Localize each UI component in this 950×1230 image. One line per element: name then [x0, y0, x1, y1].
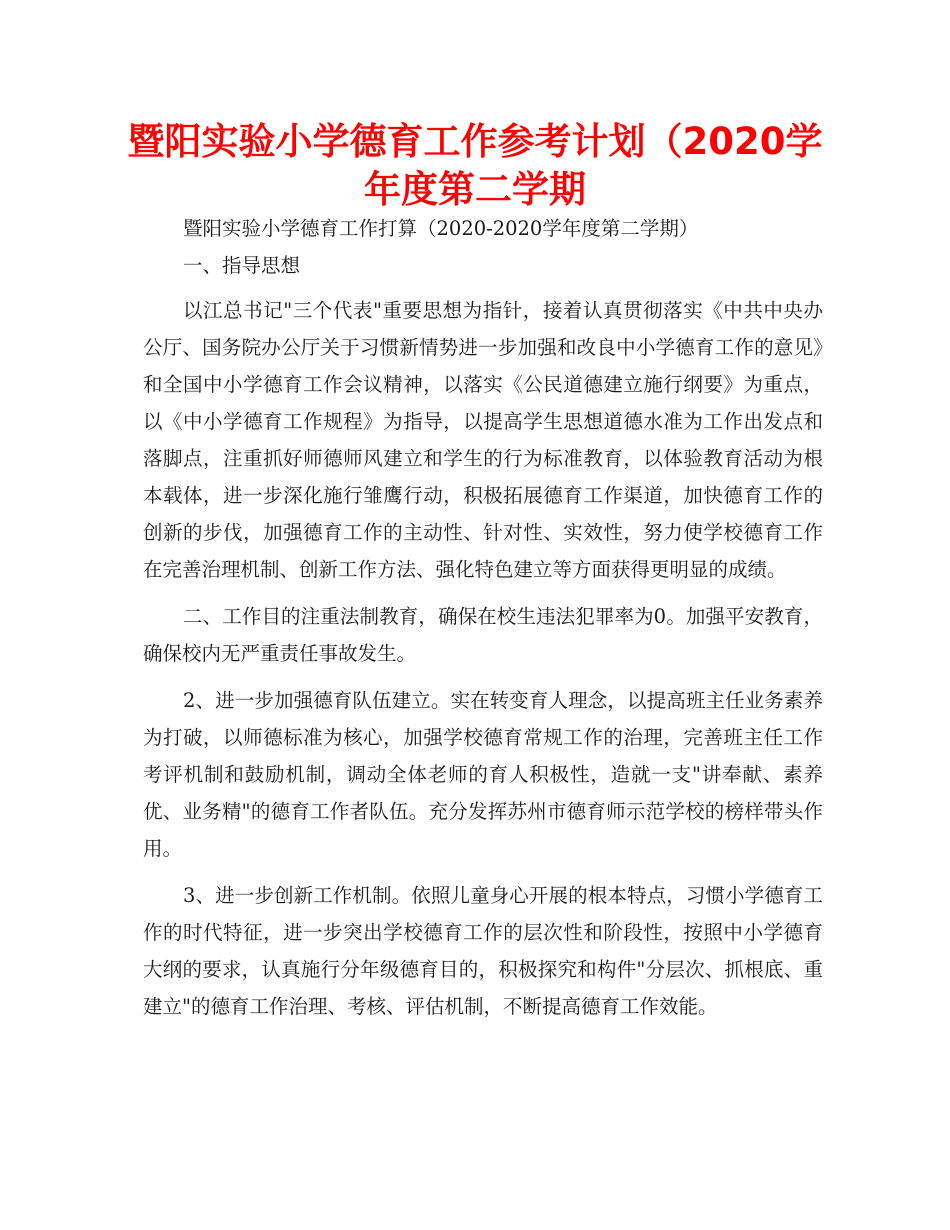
document-title: 暨阳实验小学德育工作参考计划（2020学年度第二学期 [127, 120, 823, 211]
section-heading-guiding-ideology: 一、指导思想 [183, 254, 301, 277]
document-body [143, 210, 823, 1035]
paragraph-work-mechanism: 3、进一步创新工作机制。依照儿童身心开展的根本特点，习惯小学德育工作的时代特征，进一步突出学校德育工作的层次性和阶段性，按照中小学德育大纲的要求，认真施行分年级德育目的，积极探究和构件"分层次、抓根底、重建立"的德育工作治理、考核、评估机制，不断提高德育工作效能。 [143, 884, 823, 1018]
paragraph-moral-team: 2、进一步加强德育队伍建立。实在转变育人理念，以提高班主任业务素养为打破，以师德标准为核心，加强学校德育常规工作的治理，完善班主任工作考评机制和鼓励机制，调动全体老师的育人积极性，造就一支"讲奉献、素养优、业务精"的德育工作者队伍。充分发挥苏州市德育师示范学校的榜样带头作用。 [143, 689, 823, 860]
document-subtitle: 暨阳实验小学德育工作打算（2020-2020学年度第二学期） [183, 217, 699, 240]
paragraph-guiding-ideology: 以江总书记"三个代表"重要思想为指针，接着认真贯彻落实《中共中央办公厅、国务院办公厅关于习惯新情势进一步加强和改良中小学德育工作的意见》和全国中小学德育工作会议精神，以落实《公民道德建立施行纲要》为重点，以《中小学德育工作规程》为指导，以提高学生思想道德水准为工作出发点和落脚点，注重抓好师德师风建立和学生的行为标准教育，以体验教育活动为根本载体，进一步深化施行雏鹰行动，积极拓展德育工作渠道，加快德育工作的创新的步伐，加强德育工作的主动性、针对性、实效性，努力使学校德育工作在完善治理机制、创新工作方法、强化特色建立等方面获得更明显的成绩。 [143, 299, 823, 581]
paragraph-work-goals: 二、工作目的注重法制教育，确保在校生违法犯罪率为0。加强平安教育，确保校内无严重责任事故发生。 [143, 605, 823, 665]
